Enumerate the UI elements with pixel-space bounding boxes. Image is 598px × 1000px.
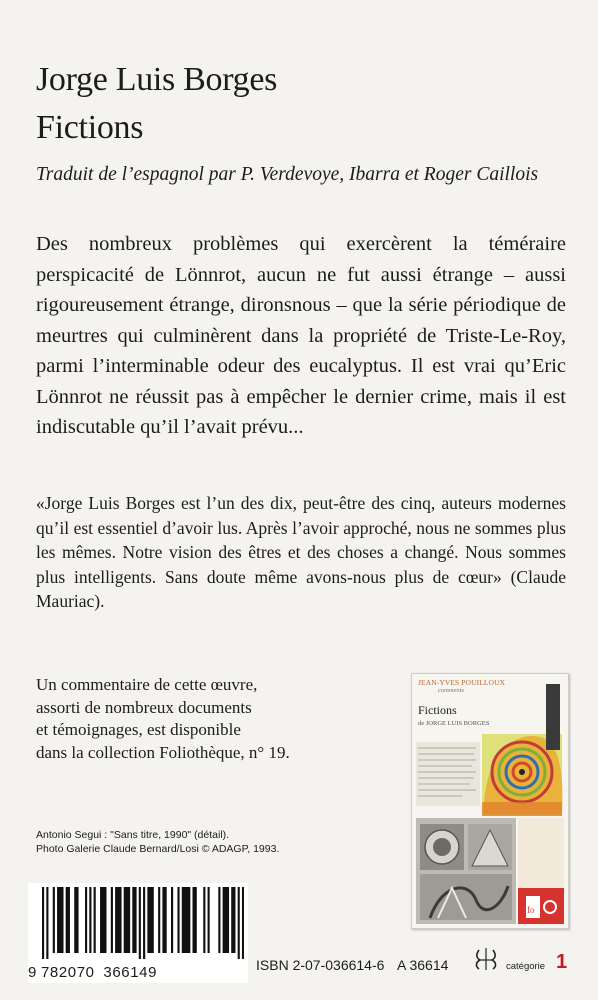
barcode-bar xyxy=(242,887,244,959)
credit-line: Photo Galerie Claude Bernard/Losi © ADAGP, 1993. xyxy=(36,843,280,855)
barcode-bar xyxy=(158,887,160,953)
barcode-bar xyxy=(132,887,136,953)
barcode-bar xyxy=(100,887,106,953)
svg-text:fo: fo xyxy=(527,905,535,915)
barcode-bar xyxy=(208,887,210,953)
stock-code: A 36614 xyxy=(397,957,449,973)
barcode-bar xyxy=(231,887,235,953)
author-name: Jorge Luis Borges xyxy=(36,61,278,98)
commentary-line: assorti de nombreux documents xyxy=(36,697,252,717)
barcode-bar xyxy=(89,887,91,953)
barcode-bar xyxy=(66,887,70,953)
commentary-line: Un commentaire de cette œuvre, xyxy=(36,675,258,694)
barcode-bar xyxy=(171,887,173,953)
barcode-bar xyxy=(238,887,240,959)
barcode-bar xyxy=(147,887,153,953)
barcode-bar xyxy=(193,887,197,953)
barcode-bar xyxy=(203,887,205,953)
barcode-bars xyxy=(32,887,244,959)
commentary-note xyxy=(36,674,416,764)
barcode-bar xyxy=(223,887,229,953)
barcode-bar xyxy=(139,887,141,959)
barcode-bar xyxy=(218,887,220,953)
thumbnail-comment: commente xyxy=(438,687,465,694)
commentary-line: dans la collection Foliothèque, n° 19. xyxy=(36,742,290,762)
barcode-bar xyxy=(124,887,130,953)
barcode-bar xyxy=(111,887,113,953)
barcode-bar xyxy=(94,887,96,953)
commentary-line: et témoignages, est disponible xyxy=(36,720,241,739)
thumbnail-author: JEAN-YVES POUILLOUX xyxy=(418,678,506,687)
barcode-bar xyxy=(42,887,44,959)
barcode-group: 366149 xyxy=(103,964,158,981)
barcode-bar xyxy=(162,887,166,953)
category-label: catégorie xyxy=(506,961,546,972)
barcode-number xyxy=(28,964,248,981)
publisher-logo-icon xyxy=(473,946,499,972)
barcode-bar xyxy=(143,887,145,959)
thumbnail-subtitle: de JORGE LUIS BORGES xyxy=(418,720,490,727)
barcode-group: 782070 xyxy=(40,964,95,981)
barcode-bar xyxy=(74,887,78,953)
thumbnail-spine-band xyxy=(546,684,560,750)
translator-credit: Traduit de l’espagnol par P. Verdevoye, Ibarra et Roger Caillois xyxy=(36,164,539,185)
barcode-digit-lead: 9 xyxy=(28,964,37,981)
foliotheque-cover-thumbnail xyxy=(411,673,569,929)
barcode-bar xyxy=(46,887,48,959)
thumbnail-title: Fictions xyxy=(418,703,457,717)
book-title: Fictions xyxy=(36,109,144,146)
barcode-bar xyxy=(115,887,121,953)
barcode-bar xyxy=(182,887,191,953)
credit-line: Antonio Segui : "Sans titre, 1990" (détail). xyxy=(36,829,230,841)
isbn-number: ISBN 2-07-036614-6 xyxy=(256,957,385,973)
image-credits xyxy=(36,828,279,856)
category-number: 1 xyxy=(556,951,568,973)
isbn-barcode xyxy=(28,883,248,983)
barcode-bar xyxy=(53,887,55,953)
blurb-excerpt: Des nombreux problèmes qui exercèrent la téméraire perspicacité de Lönnrot, aucun ne fut aussi étrange – aussi rigoureusement étrange, dironsnous – que la série périodique de meurtres qui culminèrent dans la propriété de Triste-Le-Roy, parmi l’interminable odeur des eucalyptus. Il est vrai qu’Eric Lönnrot ne réussit pas à empêcher le dernier crime, mais il est indiscutable qu’il l’avait prévu... xyxy=(36,233,566,438)
barcode-bar xyxy=(177,887,179,953)
barcode-bar xyxy=(57,887,63,953)
blurb-quote: «Jorge Luis Borges est l’un des dix, peut-être des cinq, auteurs modernes qu’il est essentiel d’avoir lus. Après l’avoir approché, nous ne sommes plus les mêmes. Notre vision des êtres et des choses a changé. Nous sommes plus intelligents. Sans doute même avons-nous plus de cœur» (Claude Mauriac). xyxy=(36,493,566,611)
barcode-bar xyxy=(85,887,87,953)
